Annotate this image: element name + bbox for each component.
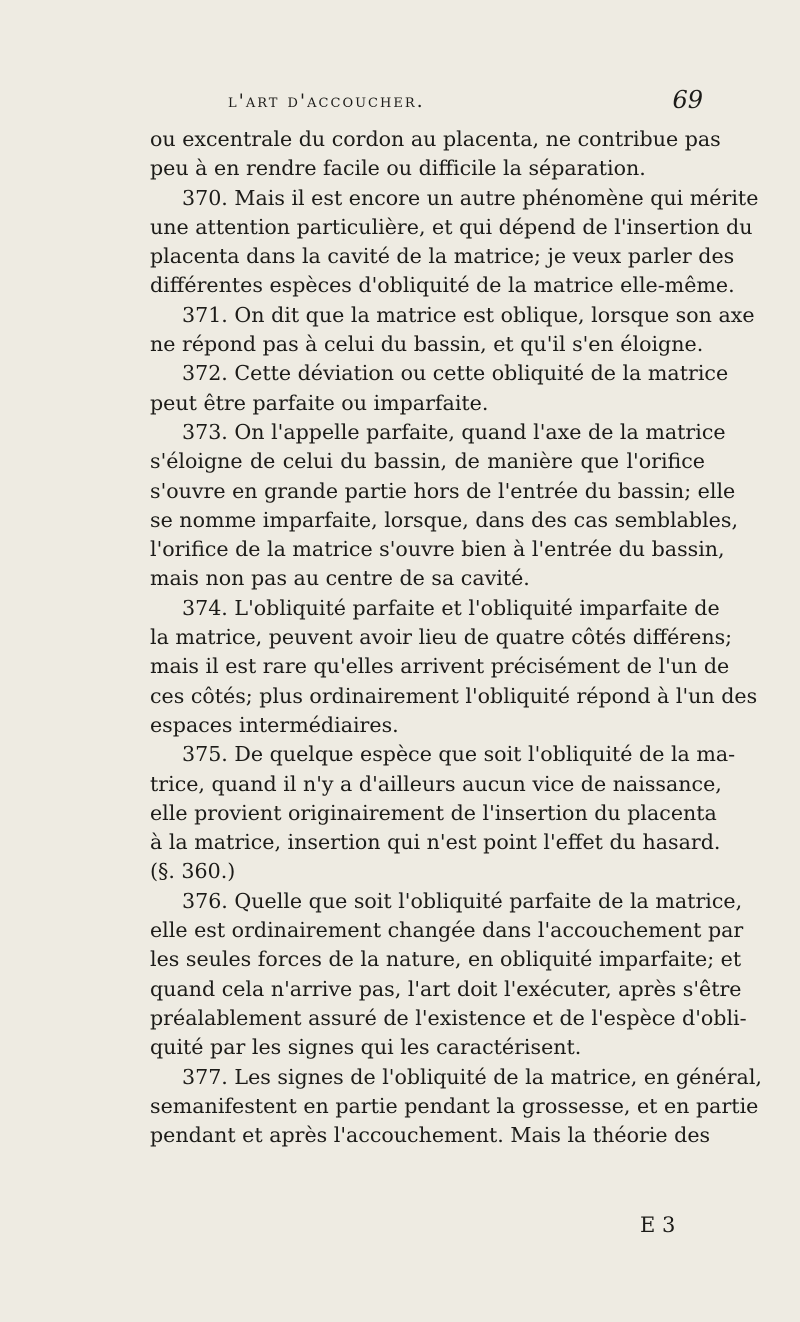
text-line: les seules forces de la nature, en obliquité imparfaite; et <box>150 947 742 972</box>
text-line: 376. Quelle que soit l'obliquité parfaite de la matrice, <box>182 888 743 913</box>
text-line: quité par les signes qui les caractérisent. <box>150 1035 582 1060</box>
text-line: une attention particulière, et qui dépend de l'insertion du <box>150 214 753 239</box>
text-line: elle provient originairement de l'insertion du placenta <box>150 800 717 825</box>
text-line: ou excentrale du cordon au placenta, ne contribue pas <box>150 127 721 151</box>
text-line: pendant et après l'accouchement. Mais la théorie des <box>150 1123 711 1148</box>
text-line: s'ouvre en grande partie hors de l'entrée du bassin; elle <box>150 478 736 503</box>
text-line: mais il est rare qu'elles arrivent précisément de l'un de <box>150 654 730 679</box>
page-number: 69 <box>672 86 703 114</box>
text-line: 370. Mais il est encore un autre phénomène qui mérite <box>182 185 759 210</box>
text-line: elle est ordinairement changée dans l'accouchement par <box>150 918 744 943</box>
text-line: peu à en rendre facile ou difficile la séparation. <box>150 156 646 181</box>
text-line: espaces intermédiaires. <box>150 712 399 737</box>
text-line: à la matrice, insertion qui n'est point l'effet du hasard. <box>150 830 721 855</box>
text-line: 373. On l'appelle parfaite, quand l'axe de la matrice <box>182 419 726 444</box>
page-header <box>148 86 703 116</box>
text-line: 375. De quelque espèce que soit l'obliquité de la ma- <box>182 742 736 767</box>
signature-mark: E 3 <box>640 1213 676 1237</box>
text-line: peut être parfaite ou imparfaite. <box>150 390 489 415</box>
body-text <box>150 125 762 1150</box>
text-line: placenta dans la cavité de la matrice; je veux parler des <box>150 244 735 269</box>
running-title: l'art d'accoucher. <box>228 90 425 112</box>
text-line: la matrice, peuvent avoir lieu de quatre côtés différens; <box>150 625 733 650</box>
text-line: 374. L'obliquité parfaite et l'obliquité imparfaite de <box>182 595 720 620</box>
text-line: semanifestent en partie pendant la grossesse, et en partie <box>150 1093 759 1118</box>
text-line: différentes espèces d'obliquité de la matrice elle-même. <box>150 273 735 298</box>
text-line: l'orifice de la matrice s'ouvre bien à l'entrée du bassin, <box>150 537 725 562</box>
text-line: préalablement assuré de l'existence et de l'espèce d'obli- <box>150 1005 747 1030</box>
text-line: 377. Les signes de l'obliquité de la matrice, en général, <box>182 1064 762 1089</box>
text-line: trice, quand il n'y a d'ailleurs aucun vice de naissance, <box>150 771 722 796</box>
text-line: s'éloigne de celui du bassin, de manière que l'orifice <box>150 449 705 474</box>
text-line: (§. 360.) <box>150 859 236 884</box>
text-line: ces côtés; plus ordinairement l'obliquité répond à l'un des <box>150 683 758 708</box>
text-line: mais non pas au centre de sa cavité. <box>150 566 530 591</box>
text-line: se nomme imparfaite, lorsque, dans des cas semblables, <box>150 507 738 532</box>
text-line: ne répond pas à celui du bassin, et qu'il s'en éloigne. <box>150 332 704 357</box>
text-line: 372. Cette déviation ou cette obliquité de la matrice <box>182 361 729 386</box>
text-line: 371. On dit que la matrice est oblique, lorsque son axe <box>182 302 755 327</box>
text-line: quand cela n'arrive pas, l'art doit l'exécuter, après s'être <box>150 976 742 1001</box>
